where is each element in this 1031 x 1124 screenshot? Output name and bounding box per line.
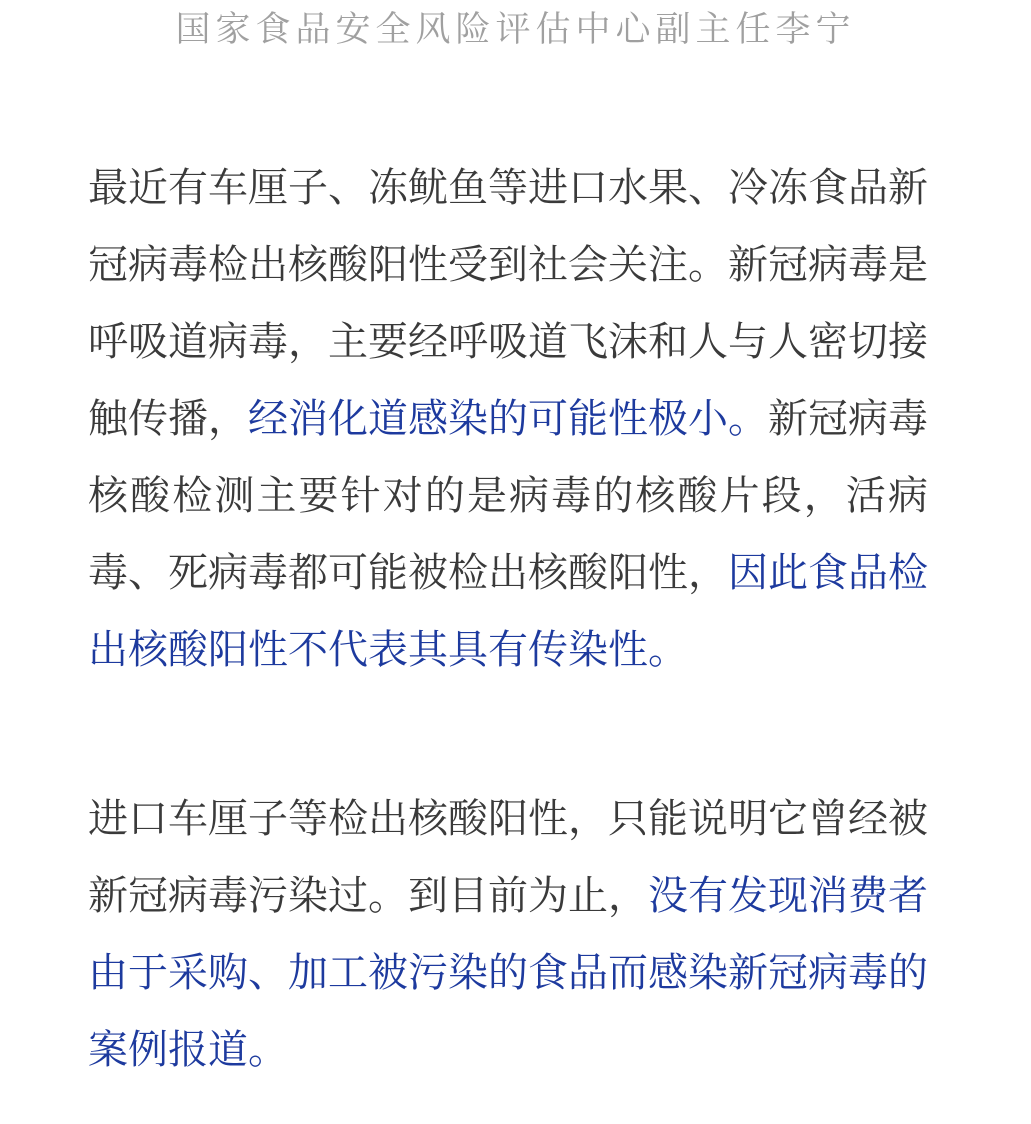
highlighted-text-run: 经消化道感染的可能性极小。 <box>248 397 768 441</box>
text-line <box>88 150 928 227</box>
article-body <box>0 150 928 1089</box>
article-page <box>0 8 1031 1124</box>
text-line <box>88 1012 928 1089</box>
text-run: 核酸检测主要针对的是病毒的核酸片段，活病 <box>88 474 928 518</box>
text-run: 进口车厘子等检出核酸阳性，只能说明它曾经被 <box>88 797 928 841</box>
paragraph-1 <box>88 150 928 689</box>
text-line <box>88 612 928 689</box>
text-run: 最近有车厘子、冻鱿鱼等进口水果、冷冻食品新 <box>88 166 928 210</box>
text-line <box>88 304 928 381</box>
highlighted-text-run: 由于采购、加工被污染的食品而感染新冠病毒的 <box>88 951 928 995</box>
highlighted-text-run: 因此食品检 <box>728 551 928 595</box>
highlighted-text-run: 出核酸阳性不代表其具有传染性。 <box>88 628 688 672</box>
text-line <box>88 535 928 612</box>
text-line <box>88 935 928 1012</box>
paragraph-2 <box>88 781 928 1089</box>
byline-caption: 国家食品安全风险评估中心副主任李宁 <box>175 10 856 49</box>
text-line <box>88 381 928 458</box>
text-line <box>88 227 928 304</box>
text-run: 毒、死病毒都可能被检出核酸阳性， <box>88 551 728 595</box>
highlighted-text-run: 案例报道。 <box>88 1028 288 1072</box>
text-line <box>88 781 928 858</box>
highlighted-text-run: 没有发现消费者 <box>648 874 928 918</box>
text-run: 新冠病毒污染过。到目前为止， <box>88 874 648 918</box>
text-run: 新冠病毒 <box>768 397 928 441</box>
text-run: 呼吸道病毒，主要经呼吸道飞沫和人与人密切接 <box>88 320 928 364</box>
text-line <box>88 458 928 535</box>
text-run: 冠病毒检出核酸阳性受到社会关注。新冠病毒是 <box>88 243 928 287</box>
text-run: 触传播， <box>88 397 248 441</box>
text-line <box>88 858 928 935</box>
